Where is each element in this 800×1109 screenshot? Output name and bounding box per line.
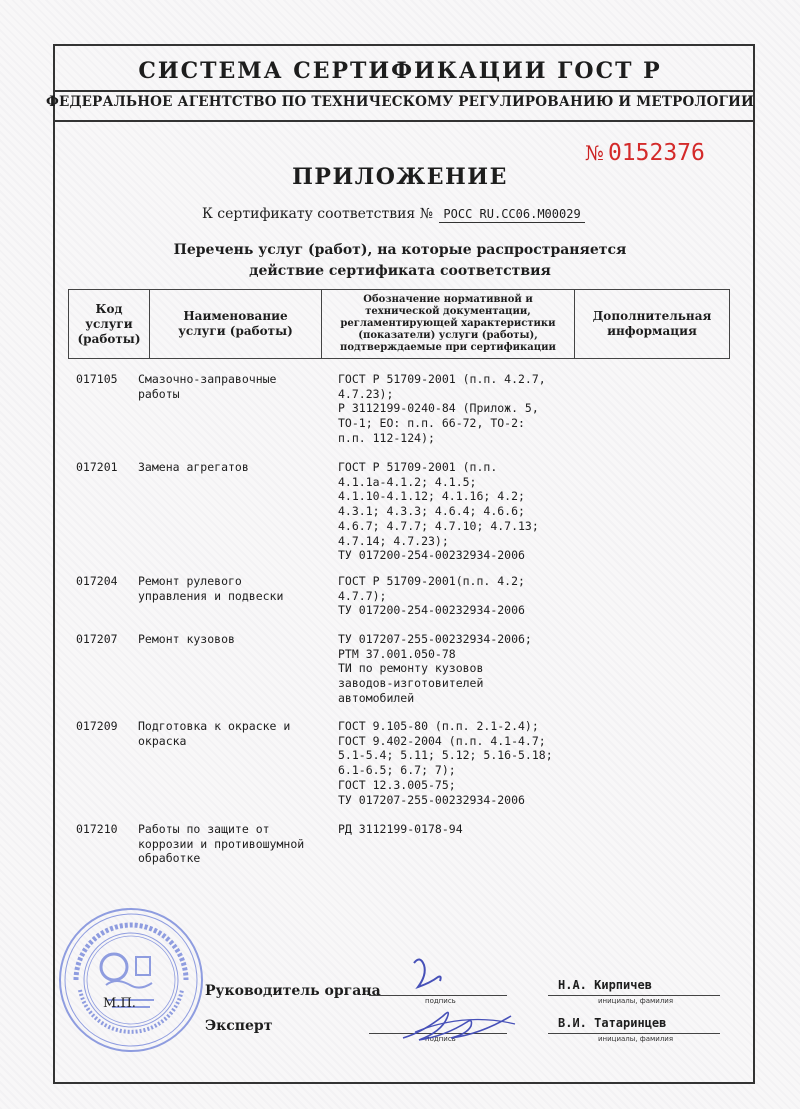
- head-name-caption: инициалы, фамилия: [598, 997, 674, 1005]
- service-name: Замена агрегатов: [138, 460, 249, 474]
- serial-value: 0152376: [607, 140, 705, 166]
- subtitle-line-1: Перечень услуг (работ), на которые распространяется: [173, 242, 627, 258]
- official-stamp-icon: [56, 905, 206, 1055]
- head-name-line: [548, 995, 720, 996]
- service-code: 017201: [76, 460, 118, 474]
- certificate-number: РОСС RU.СС06.М00029: [439, 207, 584, 223]
- certificate-label: К сертификату соответствия №: [202, 206, 433, 222]
- service-docs: ГОСТ Р 51709-2001(п.п. 4.2; 4.7.7); ТУ 017200-254-00232934-2006: [338, 574, 525, 618]
- head-signature-caption: подпись: [425, 997, 456, 1005]
- serial-number: [585, 140, 705, 166]
- table-header: [68, 289, 730, 359]
- header-name: Наименование услуги (работы): [149, 290, 321, 358]
- service-code: 017105: [76, 372, 118, 386]
- head-signature-icon: [408, 953, 448, 997]
- service-docs: ТУ 017207-255-00232934-2006; РТМ 37.001.050-78 ТИ по ремонту кузовов заводов-изготовителей автомобилей: [338, 632, 532, 705]
- agency-title: ФЕДЕРАЛЬНОЕ АГЕНТСТВО ПО ТЕХНИЧЕСКОМУ РЕГУЛИРОВАНИЮ И МЕТРОЛОГИИ: [45, 94, 754, 110]
- header-divider-bottom: [55, 120, 753, 122]
- service-docs: ГОСТ 9.105-80 (п.п. 2.1-2.4); ГОСТ 9.402-2004 (п.п. 4.1-4.7; 5.1-5.4; 5.11; 5.12; 5.16-5.18; 6.1-6.5; 6.7; 7); ГОСТ 12.3.005-75; ТУ 017207-255-00232934-2006: [338, 719, 553, 807]
- subtitle: [0, 240, 800, 282]
- service-docs: ГОСТ Р 51709-2001 (п.п. 4.2.7, 4.7.23); Р 3112199-0240-84 (Прилож. 5, ТО-1; ЕО: п.п. 66-72, ТО-2: п.п. 112-124);: [338, 372, 546, 445]
- service-name: Работы по защите от коррозии и противошумной обработке: [138, 822, 305, 866]
- stamp-placeholder-label: М.П.: [103, 996, 136, 1011]
- head-name: Н.А. Кирпичев: [558, 978, 652, 992]
- service-name: Ремонт кузовов: [138, 632, 235, 646]
- expert-name-line: [548, 1033, 720, 1034]
- service-name: Смазочно-заправочные работы: [138, 372, 277, 401]
- service-name: Подготовка к окраске и окраска: [138, 719, 291, 748]
- serial-prefix: №: [585, 141, 604, 165]
- service-code: 017207: [76, 632, 118, 646]
- expert-signature-caption: подпись: [425, 1035, 456, 1043]
- service-code: 017209: [76, 719, 118, 733]
- header-code: Код услуги (работы): [77, 301, 141, 346]
- service-docs: РД 3112199-0178-94: [338, 822, 463, 836]
- expert-signature-icon: [395, 1002, 535, 1046]
- service-name: Ремонт рулевого управления и подвески: [138, 574, 284, 603]
- service-code: 017204: [76, 574, 118, 588]
- certification-system-title: СИСТЕМА СЕРТИФИКАЦИИ ГОСТ Р: [138, 58, 662, 84]
- header-docs: Обозначение нормативной и технической документации, регламентирующей характеристики (показатели) услуги (работы), подтверждаемые при сертификации: [321, 290, 574, 358]
- service-docs: ГОСТ Р 51709-2001 (п.п. 4.1.1а-4.1.2; 4.1.5; 4.1.10-4.1.12; 4.1.16; 4.2; 4.3.1; 4.3.3; 4.6.4; 4.6.6; 4.6.7; 4.7.7; 4.7.10; 4.7.13; 4.7.14; 4.7.23); ТУ 017200-254-00232934-2006: [338, 460, 539, 563]
- expert-name-caption: инициалы, фамилия: [598, 1035, 674, 1043]
- head-label: Руководитель органа: [205, 983, 381, 999]
- document-title: ПРИЛОЖЕНИЕ: [292, 164, 508, 190]
- subtitle-line-2: действие сертификата соответствия: [249, 263, 551, 279]
- certificate-reference: [202, 206, 585, 222]
- expert-label: Эксперт: [205, 1018, 273, 1034]
- header-info: Дополнительная информация: [574, 290, 729, 358]
- header-divider-top: [55, 90, 753, 92]
- expert-name: В.И. Татаринцев: [558, 1016, 667, 1030]
- service-code: 017210: [76, 822, 118, 836]
